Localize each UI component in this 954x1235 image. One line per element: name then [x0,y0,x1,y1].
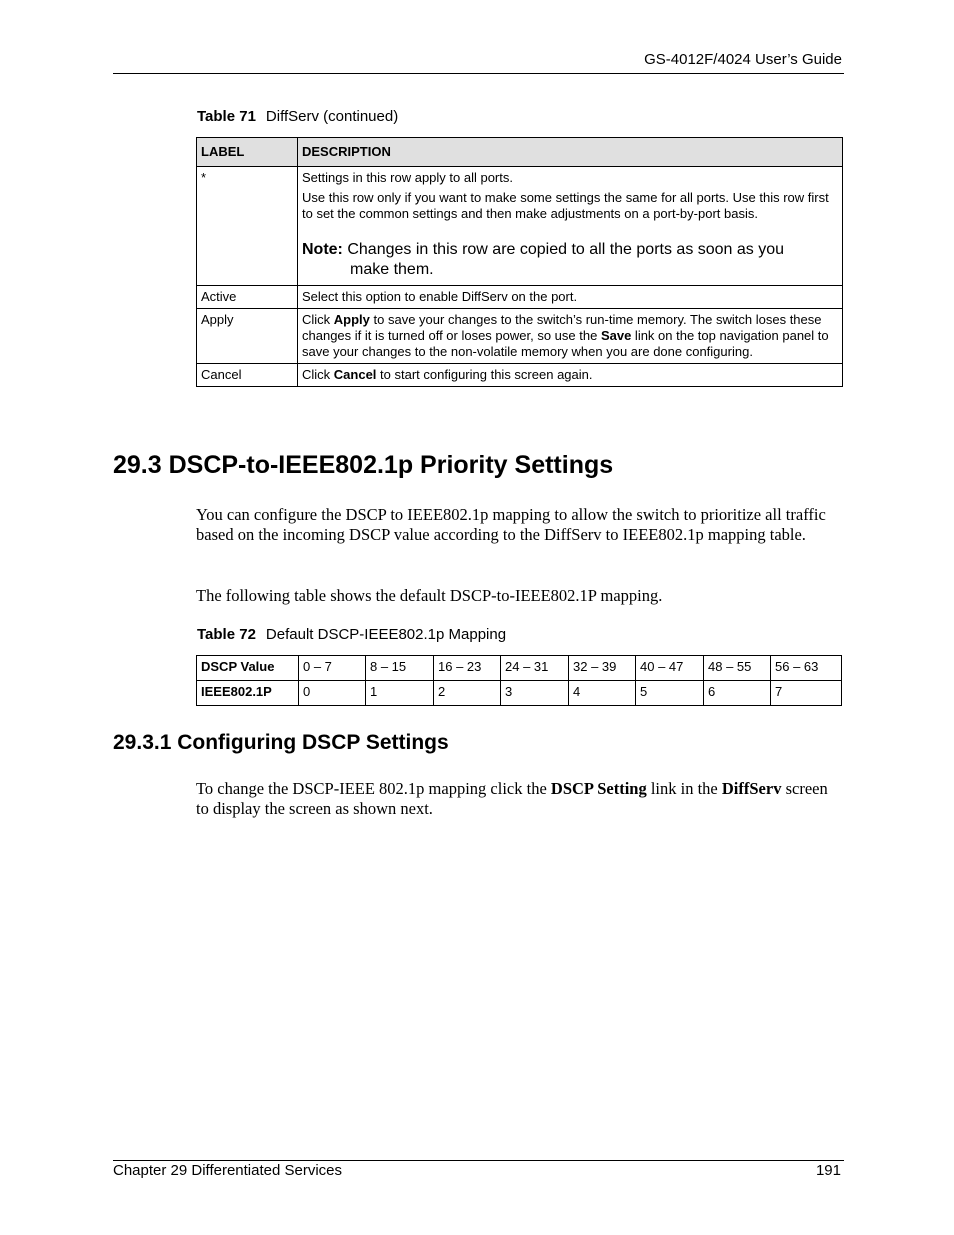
table-cell: 24 – 31 [501,656,569,681]
footer-page-number: 191 [815,1162,841,1179]
section-paragraph: You can configure the DSCP to IEEE802.1p mapping to allow the switch to prioritize all traffic based on the incoming DSCP value according to the DiffServ to IEEE802.1p mapping table. [196,505,826,544]
table72-caption-label: Table 72 [197,626,256,643]
table-cell: 40 – 47 [636,656,704,681]
header-rule [113,73,844,74]
row-description [298,364,843,387]
subsection-paragraph [196,779,841,819]
table-cell: 7 [771,681,842,706]
table-cell: 56 – 63 [771,656,842,681]
subsection-heading: 29.3.1 Configuring DSCP Settings [113,731,449,754]
table72-caption-text: Default DSCP-IEEE802.1p Mapping [265,626,507,643]
table-cell: 6 [704,681,771,706]
row-desc-line: Use this row only if you want to make some settings the same for all ports. Use this row first to set the common settings and then make adjustments on a port-by-port basis. [302,190,829,221]
table71-caption [197,108,398,125]
table-row [197,364,843,387]
row-header: DSCP Value [197,656,299,681]
table-cell: 0 [299,681,366,706]
table72-caption [197,626,506,643]
table-cell: 8 – 15 [366,656,434,681]
note [302,240,838,280]
section-heading: 29.3 DSCP-to-IEEE802.1p Priority Settings [113,451,614,479]
table71-header-row [197,138,843,167]
table-row [197,656,842,681]
para-text: To change the DSCP-IEEE 802.1p mapping click the [196,779,551,798]
row-label: Apply [197,309,298,364]
table-cell: 2 [434,681,501,706]
para-text: link in the [646,779,722,798]
save-term: Save [600,328,632,343]
apply-term: Apply [333,312,370,327]
row-desc-line: Settings in this row apply to all ports. [302,170,513,185]
table-cell: 1 [366,681,434,706]
table71-caption-label: Table 71 [197,108,256,125]
table-cell: 32 – 39 [569,656,636,681]
row-header: IEEE802.1P [197,681,299,706]
table71-caption-text: DiffServ (continued) [265,108,399,125]
header-title: GS-4012F/4024 User’s Guide [644,51,842,68]
table71 [196,137,843,387]
table-cell: 4 [569,681,636,706]
note-text-continued: make them. [350,261,434,278]
table72 [196,655,842,706]
diffserv-term: DiffServ [721,779,782,798]
table-cell: 0 – 7 [299,656,366,681]
row-description [298,167,843,286]
table-row [197,681,842,706]
desc-text: to start configuring this screen again. [376,367,593,382]
table-row [197,309,843,364]
desc-text: Click [302,367,334,382]
note-label: Note: [302,241,343,258]
table-cell: 16 – 23 [434,656,501,681]
para-text: screen to display the screen as shown next. [196,779,828,818]
row-label: Active [197,286,298,309]
table-cell: 3 [501,681,569,706]
table71-header-label: LABEL [197,138,298,167]
desc-text: Click [302,312,334,327]
row-label: * [197,167,298,286]
row-description: Select this option to enable DiffServ on the port. [298,286,843,309]
desc-text: link on the top navigation panel to save your changes to the non-volatile memory when you are done configuring. [302,328,829,359]
dscp-setting-term: DSCP Setting [550,779,647,798]
table71-header-description: DESCRIPTION [298,138,843,167]
row-label: Cancel [197,364,298,387]
section-paragraph: The following table shows the default DSCP-to-IEEE802.1P mapping. [196,586,663,605]
note-text: Changes in this row are copied to all the ports as soon as you [347,241,785,258]
footer-chapter: Chapter 29 Differentiated Services [113,1162,343,1179]
table-row [197,286,843,309]
table-row [197,167,843,286]
table-cell: 5 [636,681,704,706]
cancel-term: Cancel [333,367,377,382]
footer-rule [113,1160,844,1161]
table-cell: 48 – 55 [704,656,771,681]
desc-text: to save your changes to the switch’s run-time memory. The switch loses these changes if it is turned off or loses power, so use the [302,312,822,343]
row-description [298,309,843,364]
